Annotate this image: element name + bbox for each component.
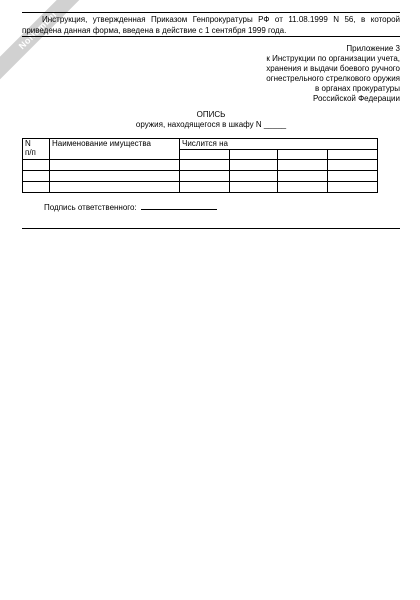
table-row bbox=[23, 171, 378, 182]
top-divider bbox=[22, 12, 400, 13]
header-number: N п/п bbox=[23, 139, 50, 160]
table-cell bbox=[23, 182, 50, 193]
appendix-line: Российской Федерации bbox=[313, 94, 400, 103]
inventory-table bbox=[22, 138, 378, 193]
table-cell bbox=[23, 160, 50, 171]
table-row bbox=[23, 160, 378, 171]
table-cell bbox=[180, 171, 230, 182]
table-cell bbox=[50, 171, 180, 182]
bottom-divider bbox=[22, 228, 400, 229]
watermark-text: NoNumber bbox=[16, 8, 60, 52]
table-cell bbox=[328, 160, 378, 171]
table-cell bbox=[180, 182, 230, 193]
title-heading: ОПИСЬ bbox=[196, 110, 226, 119]
table-cell bbox=[278, 171, 328, 182]
table-cell bbox=[50, 160, 180, 171]
appendix-line: к Инструкции по организации учета, bbox=[266, 54, 400, 63]
intro-note: Инструкция, утвержденная Приказом Генпрокуратуры РФ от 11.08.1999 N 56, в которой приведена данная форма, введена в действие с 1 сентября 1999 года. bbox=[22, 15, 400, 35]
appendix-line: хранения и выдачи боевого ручного bbox=[266, 64, 400, 73]
table-cell bbox=[278, 182, 328, 193]
signature-line bbox=[141, 201, 217, 210]
signature-label: Подпись ответственного: bbox=[44, 203, 137, 212]
signature-field bbox=[44, 201, 217, 213]
table-cell bbox=[278, 160, 328, 171]
table-row bbox=[23, 182, 378, 193]
intro-divider bbox=[22, 36, 400, 37]
header-subcell bbox=[230, 150, 278, 160]
table-cell bbox=[180, 160, 230, 171]
header-subcell bbox=[180, 150, 230, 160]
table-header-row bbox=[23, 139, 378, 150]
table-cell bbox=[230, 171, 278, 182]
title-subheading: оружия, находящегося в шкафу N _____ bbox=[135, 120, 287, 129]
appendix-line: огнестрельного стрелкового оружия bbox=[266, 74, 400, 83]
header-subcell bbox=[278, 150, 328, 160]
header-subcell bbox=[328, 150, 378, 160]
table-cell bbox=[230, 182, 278, 193]
table-cell bbox=[328, 171, 378, 182]
header-name: Наименование имущества bbox=[50, 139, 180, 160]
table-cell bbox=[23, 171, 50, 182]
appendix-line: в органах прокуратуры bbox=[315, 84, 400, 93]
appendix-block bbox=[180, 44, 400, 104]
table-cell bbox=[50, 182, 180, 193]
appendix-line: Приложение 3 bbox=[346, 44, 400, 53]
table-cell bbox=[230, 160, 278, 171]
header-listed: Числится на bbox=[180, 139, 378, 150]
table-cell bbox=[328, 182, 378, 193]
document-title bbox=[22, 110, 400, 130]
